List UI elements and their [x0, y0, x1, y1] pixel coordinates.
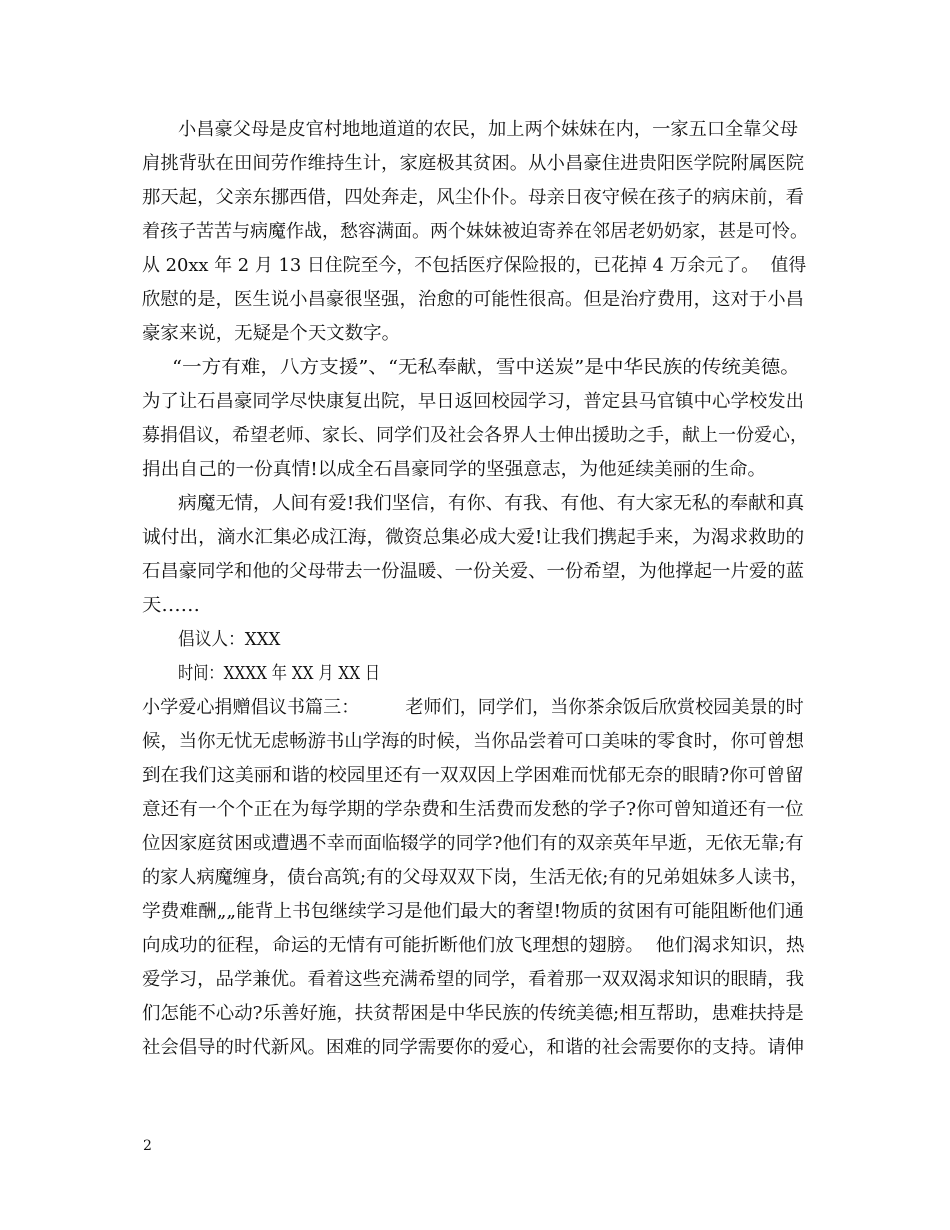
- text-line: 候，当你无忧无虑畅游书山学海的时候，当你品尝着可口美味的零食时，你可曾想: [142, 731, 804, 752]
- text-line: 为了让石昌豪同学尽快康复出院，早日返回校园学习，普定县马官镇中心学校发出: [142, 391, 804, 412]
- text-line: 向成功的征程，命运的无情有可能折断他们放飞理想的翅膀。 他们渴求知识，热: [142, 935, 805, 956]
- text-line: 着孩子苦苦与病魔作战，愁容满面。两个妹妹被迫寄养在邻居老奶奶家，甚是可怜。: [142, 221, 808, 242]
- text-line: 学费难酬„„能背上书包继续学习是他们最大的奢望!物质的贫困有可能阻断他们通: [142, 901, 804, 922]
- text-line: 诚付出，滴水汇集必成江海，微资总集必成大爱!让我们携起手来，为渴求救助的: [142, 527, 805, 548]
- page-number: 2: [143, 1138, 152, 1154]
- text-line: 位因家庭贫困或遭遇不幸而面临辍学的同学?他们有的双亲英年早逝，无依无靠;有: [142, 833, 804, 854]
- text-line: 从 20xx 年 2 月 13 日住院至今，不包括医疗保险报的，已花掉 4 万余元了。 值得: [142, 255, 807, 276]
- text-line: 欣慰的是，医生说小昌豪很坚强，治愈的可能性很高。但是治疗费用，这对于小昌: [142, 289, 804, 310]
- text-line: 募捐倡议，希望老师、家长、同学们及社会各界人士伸出援助之手，献上一份爱心，: [142, 425, 808, 446]
- text-line: 到在我们这美丽和谐的校园里还有一双双因上学困难而忧郁无奈的眼睛?你可曾留: [142, 765, 804, 786]
- text-line: 小学爱心捐赠倡议书篇三： 老师们，同学们，当你茶余饭后欣赏校园美景的时: [142, 697, 804, 718]
- text-line: 倡议人：XXX: [178, 629, 281, 650]
- text-line: 意还有一个个正在为每学期的学杂费和生活费而发愁的学子?你可曾知道还有一位: [142, 799, 804, 820]
- text-line: 豪家来说，无疑是个天文数字。: [142, 323, 400, 344]
- text-line: 时间：XXXX 年 XX 月 XX 日: [178, 663, 381, 684]
- text-line: 病魔无情，人间有爱!我们坚信，有你、有我、有他、有大家无私的奉献和真: [178, 493, 805, 514]
- text-line: 肩挑背驮在田间劳作维持生计，家庭极其贫困。从小昌豪住进贵阳医学院附属医院: [142, 153, 804, 174]
- text-line: 那天起，父亲东挪西借，四处奔走，风尘仆仆。母亲日夜守候在孩子的病床前，看: [142, 187, 804, 208]
- text-line: “一方有难，八方支援”、“无私奉献，雪中送炭”是中华民族的传统美德。: [172, 357, 800, 378]
- text-line: 的家人病魔缠身，债台高筑;有的父母双双下岗，生活无依;有的兄弟姐妹多人读书，: [142, 867, 809, 888]
- text-line: 爱学习，品学兼优。看着这些充满希望的同学，看着那一双双渴求知识的眼睛，我: [142, 969, 804, 990]
- text-line: 天……: [142, 595, 200, 616]
- text-line: 小昌豪父母是皮官村地地道道的农民，加上两个妹妹在内，一家五口全靠父母: [178, 119, 798, 140]
- text-line: 捐出自己的一份真情!以成全石昌豪同学的坚强意志，为他延续美丽的生命。: [142, 459, 767, 480]
- text-line: 们怎能不心动?乐善好施，扶贫帮困是中华民族的传统美德;相互帮助，患难扶持是: [142, 1003, 804, 1024]
- text-line: 石昌豪同学和他的父母带去一份温暖、一份关爱、一份希望，为他撑起一片爱的蓝: [142, 561, 804, 582]
- text-line: 社会倡导的时代新风。困难的同学需要你的爱心，和谐的社会需要你的支持。请伸: [142, 1037, 804, 1058]
